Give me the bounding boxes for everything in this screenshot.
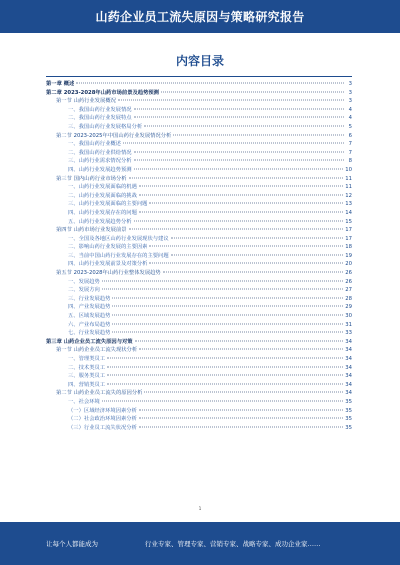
toc-leader-dots [173,134,344,135]
toc-entry-page: 4 [348,106,352,113]
toc-entry[interactable] [46,398,352,407]
toc-leader-dots [134,160,344,161]
toc-entry-page: 34 [345,338,352,345]
toc-leader-dots [139,409,343,410]
toc-entry[interactable] [46,389,352,398]
toc-entry-page: 35 [345,416,352,423]
toc-entry-label: 一、全国及各地区山药行业发展现状与建议 [68,235,169,242]
toc-entry-page: 34 [345,356,352,362]
toc-leader-dots [123,143,344,144]
toc-entry[interactable] [46,260,352,269]
toc-leader-dots [163,272,344,273]
toc-leader-dots [139,194,343,195]
toc-entry[interactable] [46,329,352,338]
toc-entry-label: 第二节 山药企业员工流失的原因分析 [56,390,143,397]
toc-entry-page: 8 [348,158,352,165]
toc-entry-label: 四、山药行业发展前景及对策分析 [68,261,148,268]
toc-entry-label: 一、我国山药行业发展情况 [68,106,132,113]
toc-leader-dots [171,254,344,255]
toc-entry-page: 27 [345,287,352,294]
toc-entry[interactable] [46,140,352,149]
toc-entry-label: 第四节 山药市场行业发展前景 [56,227,127,234]
toc-entry-page: 10 [345,166,352,173]
toc-entry[interactable] [46,106,352,115]
toc-entry-page: 13 [345,201,352,208]
toc-entry[interactable] [46,381,352,390]
toc-entry[interactable] [46,97,352,106]
toc-entry-label: 三、我国山药行业发展格局分析 [68,123,143,130]
toc-entry-label: 一、社会环境 [68,398,100,405]
toc-entry-page: 34 [345,381,352,388]
toc-entry[interactable] [46,252,352,261]
toc-entry-label: 四、山药行业发展趋势预测 [68,166,132,173]
toc-leader-dots [134,117,344,118]
toc-entry-page: 3 [348,89,352,96]
toc-entry[interactable] [46,364,352,373]
toc-entry-label: 第一章 概述 [46,81,75,87]
toc-entry[interactable] [46,286,352,295]
toc-entry[interactable] [46,243,352,252]
toc-entry-label: 三、当前中国山药行业发展存在的主要问题 [68,252,169,259]
toc-entry-page: 29 [345,304,352,311]
toc-entry-label: 一、管理类员工 [68,356,106,362]
toc-entry-label: 二、山药行业发展面临的挑战 [68,192,137,199]
toc-entry-page: 30 [345,313,352,320]
page-number: 1 [198,506,202,511]
toc-entry[interactable] [46,149,352,158]
toc-entry-page: 11 [345,175,352,182]
toc-leader-dots [118,100,344,101]
footer-slogan-left: 让每个人都能成为 [46,540,98,548]
toc-leader-dots [139,349,343,350]
toc-entry-page: 33 [345,330,352,337]
toc-entry-label: （三）行业员工流失状况分析 [68,424,137,431]
toc-leader-dots [112,323,343,324]
toc-entry-label: 第一节 山药行业发展概况 [56,98,116,105]
toc-entry[interactable] [46,303,352,312]
toc-entry-page: 7 [348,149,352,156]
toc-entry[interactable] [46,346,352,355]
toc-entry-page: 15 [345,218,352,225]
toc-entry[interactable] [46,123,352,132]
toc-entry-label: 五、山药行业发展趋势分析 [68,218,132,225]
toc-leader-dots [112,332,343,333]
toc-entry-label: 第三章 山药企业员工流失原因与对策 [46,338,133,345]
toc-leader-dots [107,358,343,359]
toc-leader-dots [102,400,343,401]
toc-entry-page: 35 [345,398,352,405]
header-banner [0,0,400,33]
toc-entry-page: 12 [345,192,352,199]
toc-entry-page: 31 [345,321,352,328]
toc-leader-dots [107,383,343,384]
toc-leader-dots [112,306,343,307]
toc-entry-label: 二、影响山药行业发展的主要因素 [68,244,148,251]
toc-leader-dots [134,108,344,109]
toc-entry-label: 第二章 2023-2028年山药市场前景及趋势预测 [46,89,159,96]
toc-entry-label: 五、区域发展趋势 [68,313,111,320]
toc-entry[interactable] [46,407,352,416]
toc-leader-dots [134,220,344,221]
footer-slogan-right: 行业专家、管理专家、营销专家、战略专家、成功企业家…… [145,540,321,548]
toc-entry-page: 34 [345,347,352,354]
toc-entry-page: 6 [348,132,352,139]
toc-entry[interactable] [46,278,352,287]
toc-entry-label: 四、山药行业发展存在的问题 [68,209,137,216]
toc-entry-page: 35 [345,424,352,431]
toc-entry[interactable] [46,192,352,201]
toc-leader-dots [139,211,343,212]
toc-leader-dots [134,168,344,169]
toc-entry-label: 七、行业发展趋势 [68,330,111,337]
toc-heading: 内容目录 [175,54,224,68]
toc-entry-label: 六、产业布局趋势 [68,321,111,328]
toc-leader-dots [144,392,343,393]
toc-entry[interactable] [46,269,352,278]
toc-entry[interactable] [46,89,352,98]
toc-entry-page: 19 [345,252,352,259]
toc-leader-dots [171,237,344,238]
toc-entry[interactable] [46,80,352,89]
toc-entry[interactable] [46,166,352,175]
toc-entry[interactable] [46,209,352,218]
toc-entry[interactable] [46,295,352,304]
toc-entry[interactable] [46,235,352,244]
toc-leader-dots [129,229,344,230]
toc-leader-dots [149,263,343,264]
toc-entry[interactable] [46,183,352,192]
toc-leader-dots [129,177,344,178]
toc-entry[interactable] [46,415,352,424]
report-title: 山药企业员工流失原因与策略研究报告 [95,10,305,24]
toc-leader-dots [139,426,343,427]
toc-entry-page: 3 [348,98,352,105]
toc-entry[interactable] [46,218,352,227]
toc-entry-label: 第五节 2023-2028年山药行业整体发展趋势 [56,270,161,277]
toc-leader-dots [102,280,343,281]
toc-entry-page: 17 [345,235,352,242]
toc-entry[interactable] [46,312,352,321]
toc-entry-page: 11 [345,184,352,191]
toc-entry-label: （一）区域经济环境因素分析 [68,407,137,414]
toc-entry-label: 一、发展趋势 [68,278,100,285]
toc-entry-label: 三、行业发展趋势 [68,295,111,302]
toc-entry-label: 四、营销类员工 [68,381,106,388]
toc-entry-label: 二、我国山药行业发展特点 [68,115,132,122]
toc-entry-label: 第二节 2023-2025年中国山药行业发展情况分析 [56,132,172,139]
toc-entry[interactable] [46,175,352,184]
toc-entry[interactable] [46,424,352,433]
toc-entry-label: （二）社会政治环境因素分析 [68,416,137,423]
toc-entry-page: 5 [348,123,352,130]
toc-entry-page: 34 [345,373,352,380]
toc-entry-page: 17 [345,227,352,234]
toc-leader-dots [112,315,343,316]
toc-divider [46,76,352,77]
toc-entry-label: 三、山药行业发展面临的主要问题 [68,201,148,208]
toc-leader-dots [135,340,344,341]
toc-entry-page: 3 [348,81,352,87]
toc-entry-page: 28 [345,295,352,302]
toc-entry-page: 18 [345,244,352,251]
toc-leader-dots [144,125,344,126]
toc-leader-dots [139,418,343,419]
toc-entry-page: 14 [345,209,352,216]
toc-entry-page: 34 [345,364,352,371]
toc-entry-page: 35 [345,407,352,414]
toc-entry[interactable] [46,226,352,235]
toc-leader-dots [102,289,343,290]
toc-entry-page: 7 [348,141,352,148]
toc-leader-dots [107,366,343,367]
toc-entry[interactable] [46,200,352,209]
toc-entry-label: 第三节 国内山药行业市场分析 [56,175,127,182]
toc-leader-dots [149,246,343,247]
toc-entry[interactable] [46,338,352,347]
toc-entry-label: 二、我国山药行业供给情况 [68,149,132,156]
toc-leader-dots [112,297,343,298]
toc-entry-page: 20 [345,261,352,268]
table-of-contents [46,80,352,432]
toc-entry-label: 三、山药行业需求情况分析 [68,158,132,165]
toc-entry[interactable] [46,355,352,364]
toc-entry-page: 26 [345,270,352,277]
toc-leader-dots [149,203,343,204]
footer-banner [0,522,400,565]
toc-entry-label: 二、发展方向 [68,287,100,294]
toc-entry-label: 二、技术类员工 [68,364,106,371]
toc-entry[interactable] [46,132,352,141]
toc-leader-dots [161,91,344,92]
toc-entry-page: 34 [345,390,352,397]
toc-entry[interactable] [46,114,352,123]
toc-entry-label: 四、产业发展趋势 [68,304,111,311]
toc-entry-label: 一、我国山药行业概述 [68,141,121,148]
toc-entry[interactable] [46,321,352,330]
toc-entry-page: 26 [345,278,352,285]
toc-leader-dots [76,83,344,84]
toc-entry-label: 一、山药行业发展面临的机遇 [68,184,137,191]
toc-leader-dots [107,375,343,376]
toc-leader-dots [134,151,344,152]
toc-leader-dots [139,186,343,187]
toc-entry-label: 第一节 山药企业员工流失现状分析 [56,347,138,354]
toc-entry-page: 4 [348,115,352,122]
toc-entry[interactable] [46,372,352,381]
toc-entry[interactable] [46,157,352,166]
toc-entry-label: 三、服务类员工 [68,373,106,380]
